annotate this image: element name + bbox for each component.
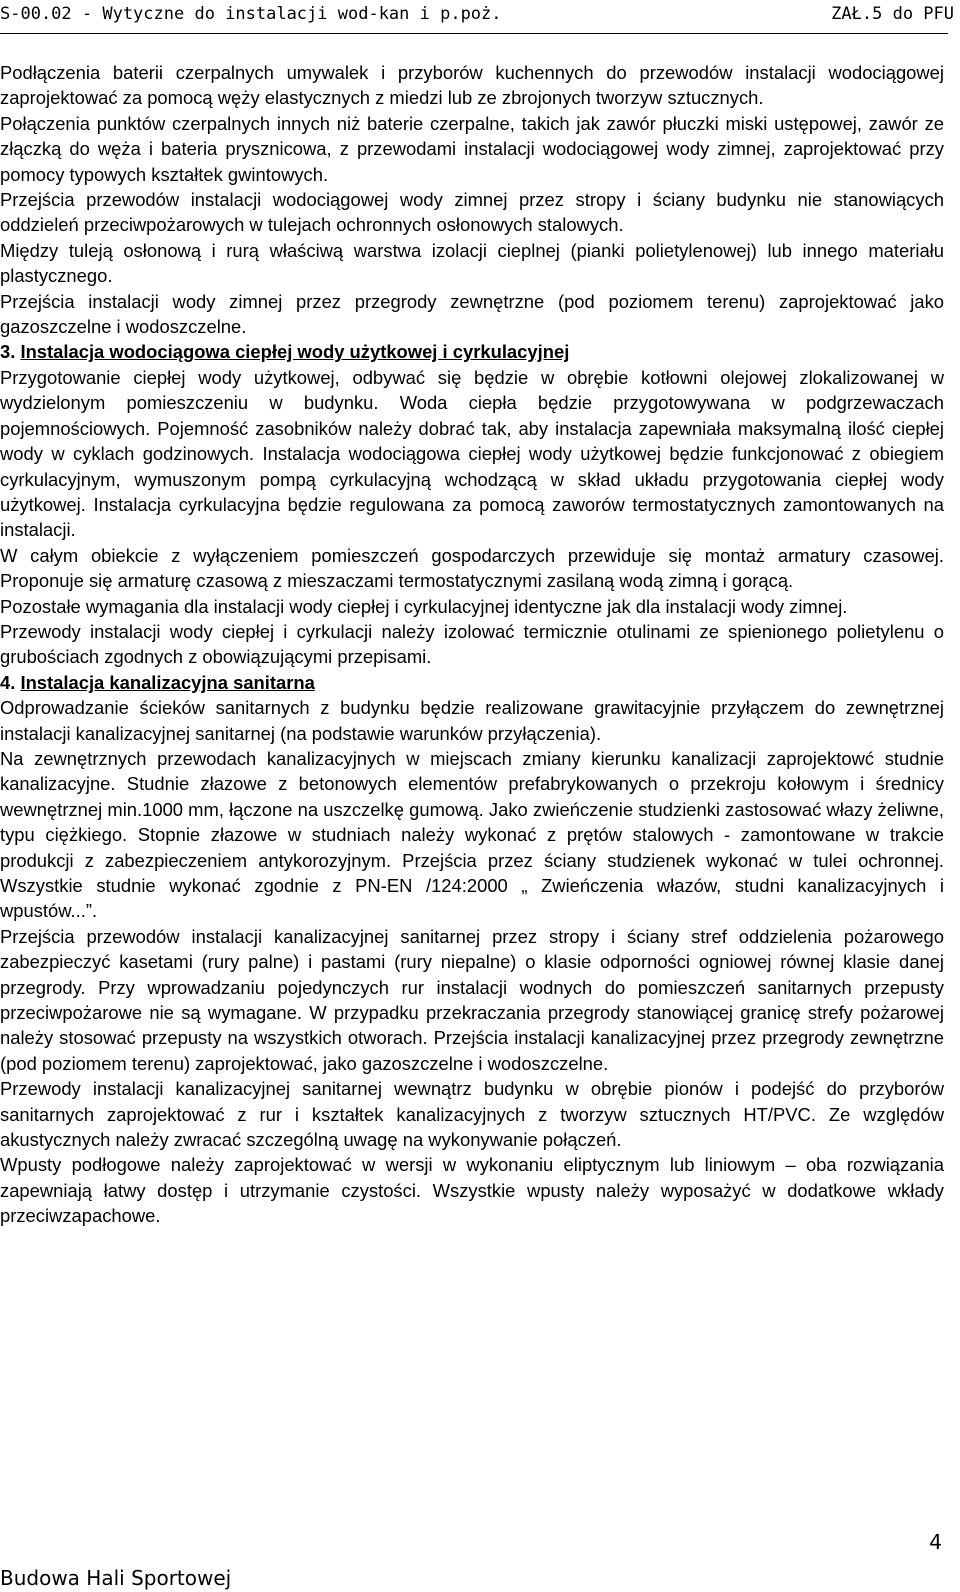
footer-project-name: Budowa Hali Sportowej (0, 1566, 232, 1590)
paragraph: Odprowadzanie ścieków sanitarnych z budynku będzie realizowane grawitacyjnie przyłączem do zewnętrznej instalacji kanalizacyjnej sanitarnej (na podstawie warunków przyłączenia). (0, 697, 944, 744)
paragraph: Przejścia przewodów instalacji wodociągowej wody zimnej przez stropy i ściany budynku nie stanowiących oddzieleń przeciwpożarowych w tulejach ochronnych osłonowych stalowych. (0, 189, 944, 236)
paragraph: Podłączenia baterii czerpalnych umywalek i przyborów kuchennych do przewodów instalacji wodociągowej zaprojektować za pomocą węży elastycznych z miedzi lub ze zbrojonych tworzyw sztucznych. (0, 62, 944, 109)
paragraph: Połączenia punktów czerpalnych innych niż baterie czerpalne, takich jak zawór płuczki miski ustępowej, zawór ze złączką do węża i bateria prysznicowa, z przewodami instalacji wodociągowej wody zimnej, zaprojektować przy pomocy typowych kształtek gwintowych. (0, 112, 944, 185)
paragraph: W całym obiekcie z wyłączeniem pomieszczeń gospodarczych przewiduje się montaż armatury czasowej. Proponuje się armaturę czasową z mieszaczami termostatycznymi zasilaną wodą zimną i gorącą. (0, 544, 944, 592)
header-divider (0, 33, 948, 34)
section-heading-3 (0, 339, 944, 364)
section-number: 3. (0, 341, 21, 363)
section-title: Instalacja wodociągowa ciepłej wody użytkowej i cyrkulacyjnej (20, 341, 570, 363)
paragraph: Między tuleją osłonową i rurą właściwą warstwa izolacji cieplnej (pianki polietylenowej) lub innego materiału plastycznego. (0, 239, 944, 287)
paragraph: Na zewnętrznych przewodach kanalizacyjnych w miejscach zmiany kierunku kanalizacji zaprojektowć studnie kanalizacyjne. Studnie złazowe z betonowych elementów prefabrykowanych o przekroju kołowym i średnicy wewnętrznej min.1000 mm, łączone na uszczelkę gumową. Jako zwieńczenie studzienki zastosować włazy żeliwne, typu ciężkiego. Stopnie złazowe w studniach należy wykonać z prętów stalowych - zamontowane w trakcie produkcji z zabezpieczeniem antykorozyjnym. Przejścia przez ściany studzienek wykonać w tulei ochronnej. Wszystkie studnie wykonać zgodnie z PN-EN /124:2000 „ Zwieńczenia włazów, studni kanalizacyjnych i wpustów...”. (0, 747, 944, 922)
paragraph: Przygotowanie ciepłej wody użytkowej, odbywać się będzie w obrębie kotłowni olejowej zlokalizowanej w wydzielonym pomieszczeniu w budynku. Woda ciepła będzie przygotowywana w podgrzewaczach pojemnościowych. Pojemność zasobników należy dobrać tak, aby instalacja zapewniała maksymalną ilość ciepłej wody w cyklach godzinowych. Instalacja wodociągowa ciepłej wody użytkowej będzie funkcjonować z obiegiem cyrkulacyjnym, wymuszonym pompą cyrkulacyjną wchodzącą w skład układu przygotowania ciepłej wody użytkowej. Instalacja cyrkulacyjna będzie regulowana za pomocą zaworów termostatycznych zamontowanych na instalacji. (0, 366, 944, 541)
paragraph: Wpusty podłogowe należy zaprojektować w wersji w wykonaniu eliptycznym lub liniowym – oba rozwiązania zapewniają łatwy dostęp i utrzymanie czystości. Wszystkie wpusty należy wyposażyć w dodatkowe wkłady przeciwzapachowe. (0, 1154, 944, 1227)
paragraph: Przejścia przewodów instalacji kanalizacyjnej sanitarnej przez stropy i ściany stref oddzielenia pożarowego zabezpieczyć kasetami (rury palne) i pastami (rury niepalne) o klasie odporności ogniowej równej klasie danej przegrody. Przy wprowadzaniu pojedynczych rur instalacji wodnych do pomieszczeń sanitarnych przepusty przeciwpożarowe nie są wymagane. W przypadku przekraczania przegrody stanowiącej granicę strefy pożarowej należy stosować przepusty na wszystkich otworach. Przejścia instalacji kanalizacyjnej przez przegrody zewnętrzne (pod poziomem terenu) zaprojektować, jako gazoszczelne i wodoszczelne. (0, 925, 944, 1074)
paragraph: Przejścia instalacji wody zimnej przez przegrody zewnętrzne (pod poziomem terenu) zaprojektować jako gazoszczelne i wodoszczelne. (0, 290, 944, 338)
document-body (0, 60, 944, 1229)
page-number: 4 (929, 1530, 942, 1554)
paragraph: Pozostałe wymagania dla instalacji wody ciepłej i cyrkulacyjnej identyczne jak dla instalacji wody zimnej. (0, 595, 848, 617)
section-title: Instalacja kanalizacyjna sanitarna (20, 671, 315, 693)
page-header (0, 0, 960, 28)
paragraph: Przewody instalacji wody ciepłej i cyrkulacji należy izolować termicznie otulinami ze spienionego polietylenu o grubościach zgodnych z obowiązującymi przepisami. (0, 620, 944, 668)
paragraph: Przewody instalacji kanalizacyjnej sanitarnej wewnątrz budynku w obrębie pionów i podejść do przyborów sanitarnych zaprojektować z rur i kształtek kanalizacyjnych z tworzyw sztucznych HT/PVC. Ze względów akustycznych należy zwracać szczególną uwagę na wykonywanie połączeń. (0, 1078, 944, 1151)
header-attachment-label: ZAŁ.5 do PFU (831, 4, 954, 24)
header-document-title: S-00.02 - Wytyczne do instalacji wod-kan i p.poż. (0, 4, 502, 24)
section-heading-4 (0, 670, 944, 695)
section-number: 4. (0, 671, 21, 693)
